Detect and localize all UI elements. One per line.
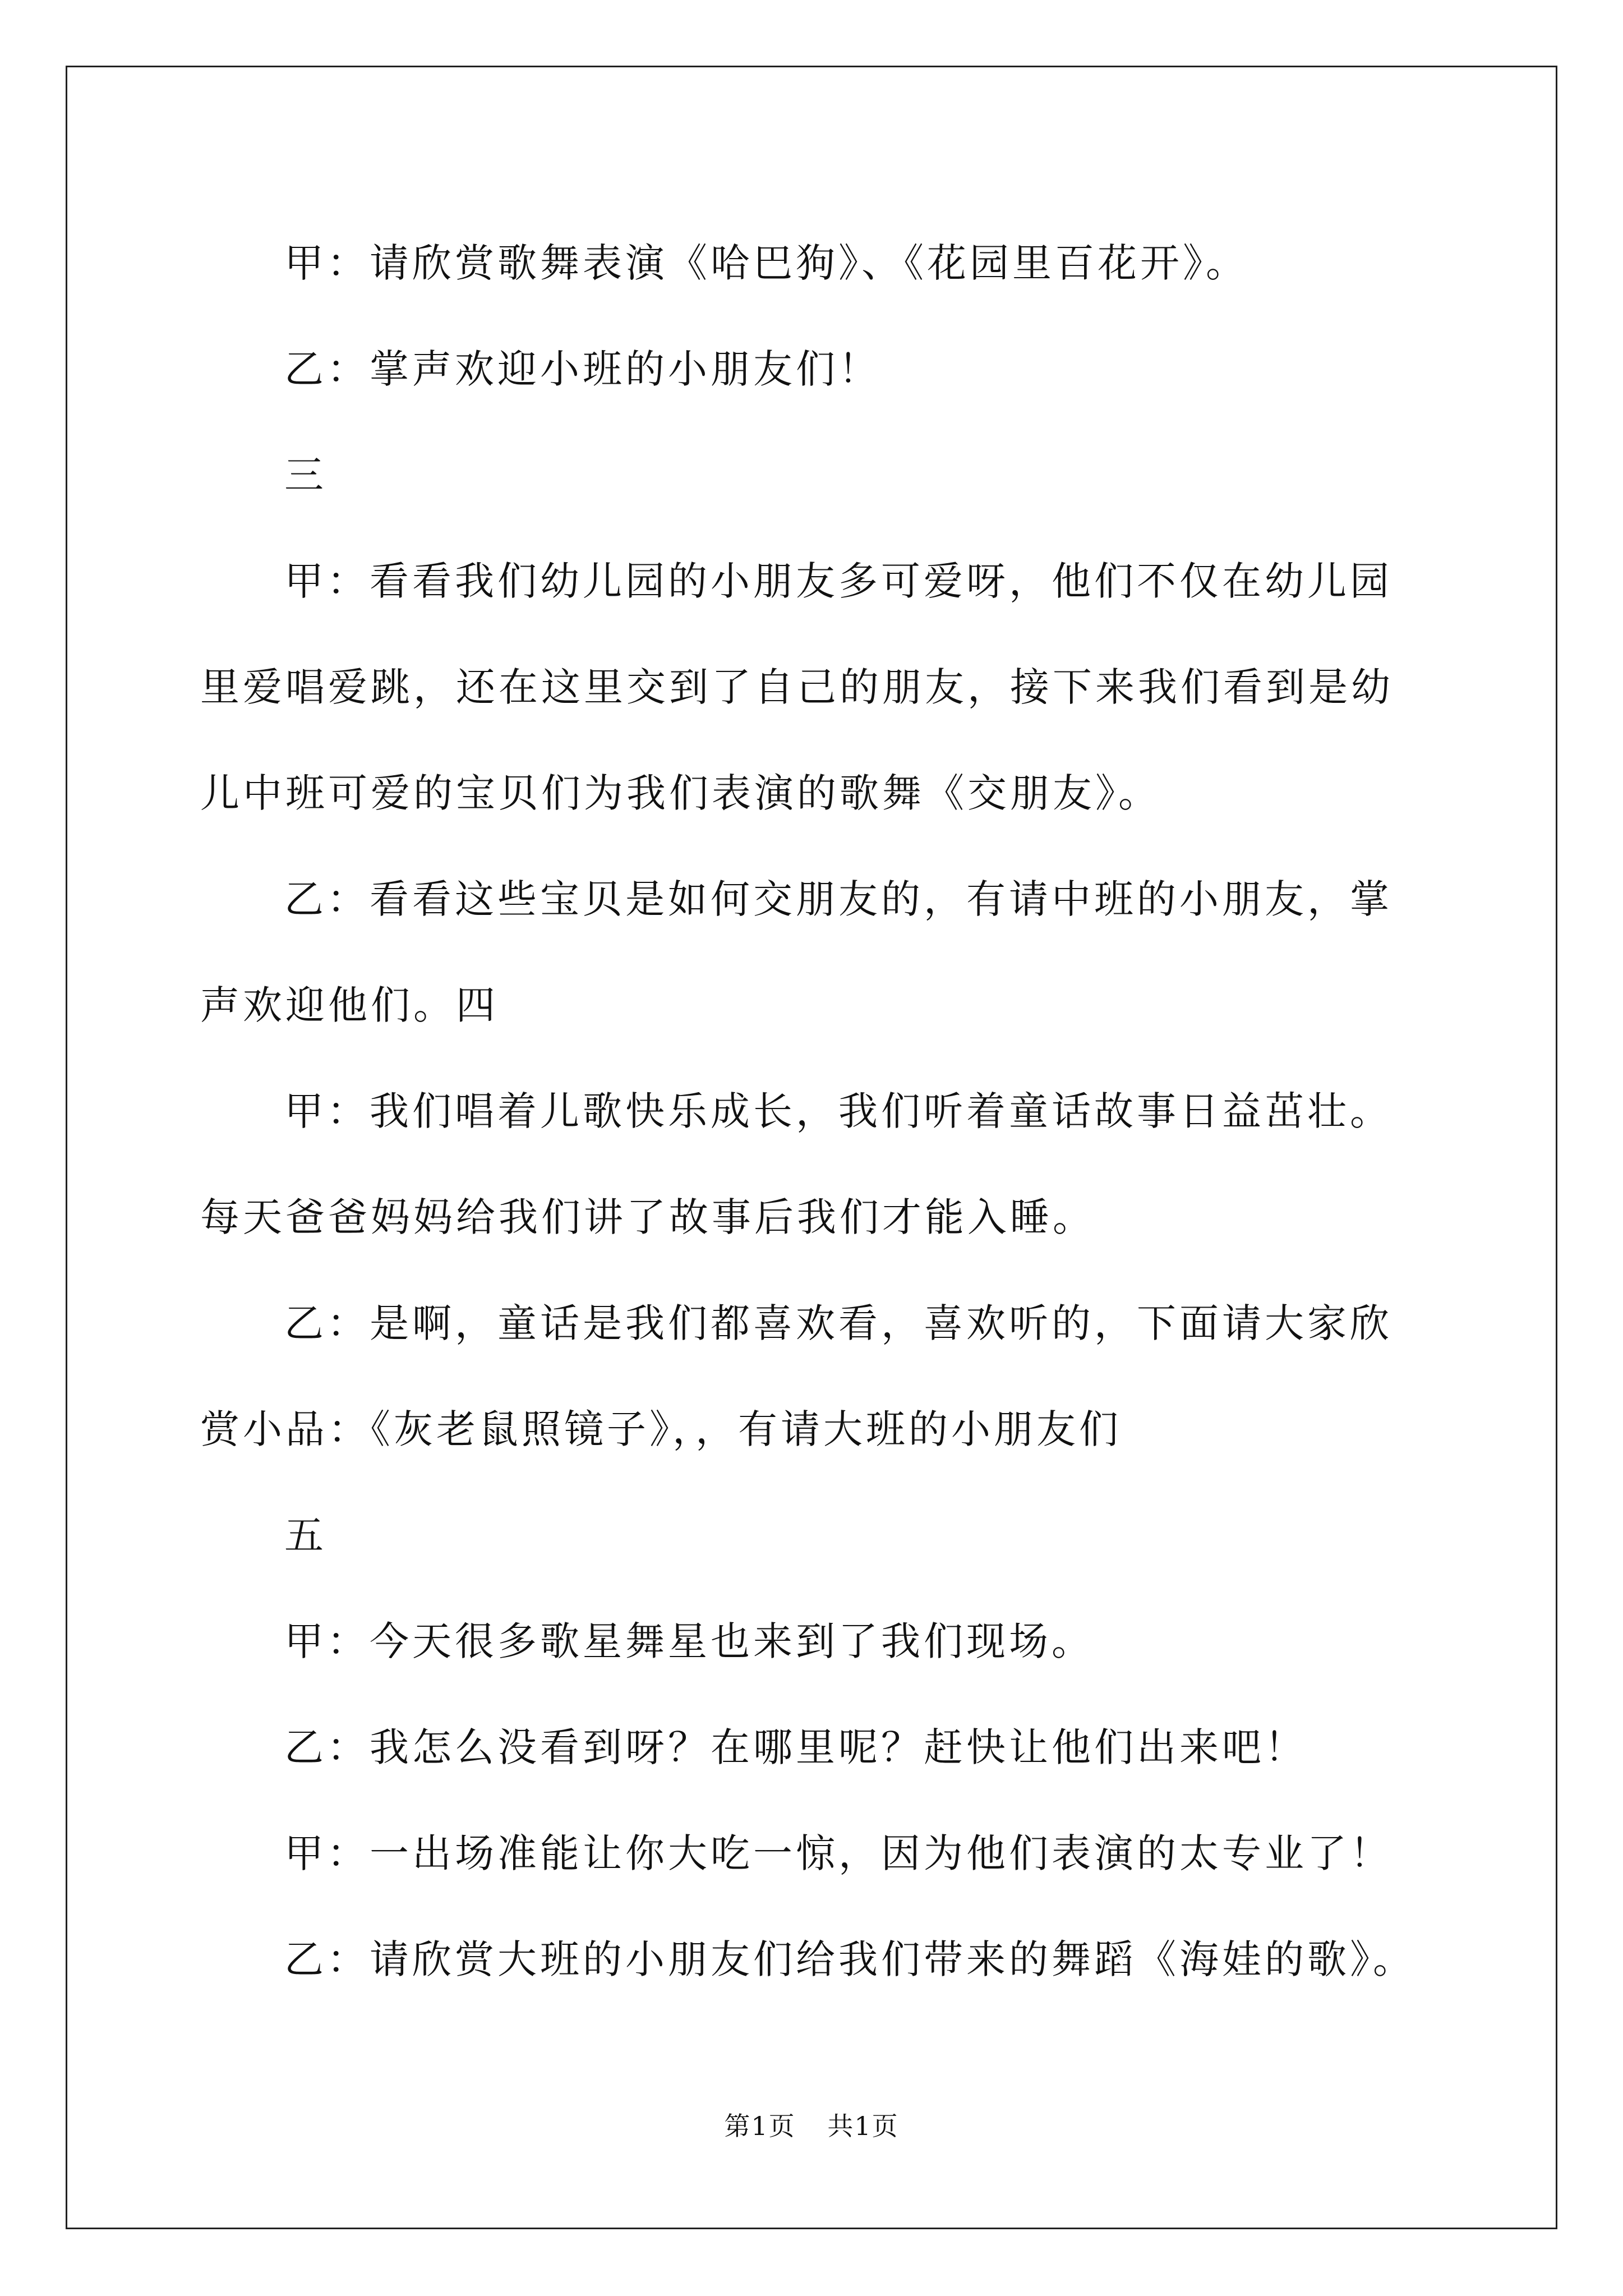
paragraph: 甲：我们唱着儿歌快乐成长，我们听着童话故事日益茁壮。每天爸爸妈妈给我们讲了故事后我们才能入睡。 <box>200 1088 1393 1240</box>
paragraph: 甲：一出场准能让你大吃一惊，因为他们表演的太专业了！ <box>284 1830 1393 1876</box>
paragraph: 乙：掌声欢迎小班的小朋友们！ <box>284 346 881 392</box>
page-number: 第1页 <box>724 2111 796 2141</box>
section-heading: 五 <box>284 1512 327 1558</box>
document-body <box>200 210 1431 2013</box>
paragraph: 甲：今天很多歌星舞星也来到了我们现场。 <box>284 1618 1094 1664</box>
section-heading: 三 <box>284 452 327 498</box>
paragraph: 甲：请欣赏歌舞表演《哈巴狗》、《花园里百花开》。 <box>284 240 1248 286</box>
page-total: 共1页 <box>827 2111 899 2141</box>
paragraph: 甲：看看我们幼儿园的小朋友多可爱呀，他们不仅在幼儿园里爱唱爱跳，还在这里交到了自己的朋友，接下来我们看到是幼儿中班可爱的宝贝们为我们表演的歌舞《交朋友》。 <box>200 558 1394 816</box>
paragraph: 乙：看看这些宝贝是如何交朋友的，有请中班的小朋友，掌声欢迎他们。四 <box>200 876 1393 1028</box>
paragraph: 乙：我怎么没看到呀？在哪里呢？赶快让他们出来吧！ <box>284 1724 1307 1770</box>
page-footer <box>0 2109 1623 2143</box>
paragraph: 乙：请欣赏大班的小朋友们给我们带来的舞蹈《海娃的歌》。 <box>284 1936 1415 1982</box>
paragraph: 乙：是啊，童话是我们都喜欢看，喜欢听的，下面请大家欣赏小品：《灰老鼠照镜子》，，有请大班的小朋友们 <box>200 1300 1393 1452</box>
